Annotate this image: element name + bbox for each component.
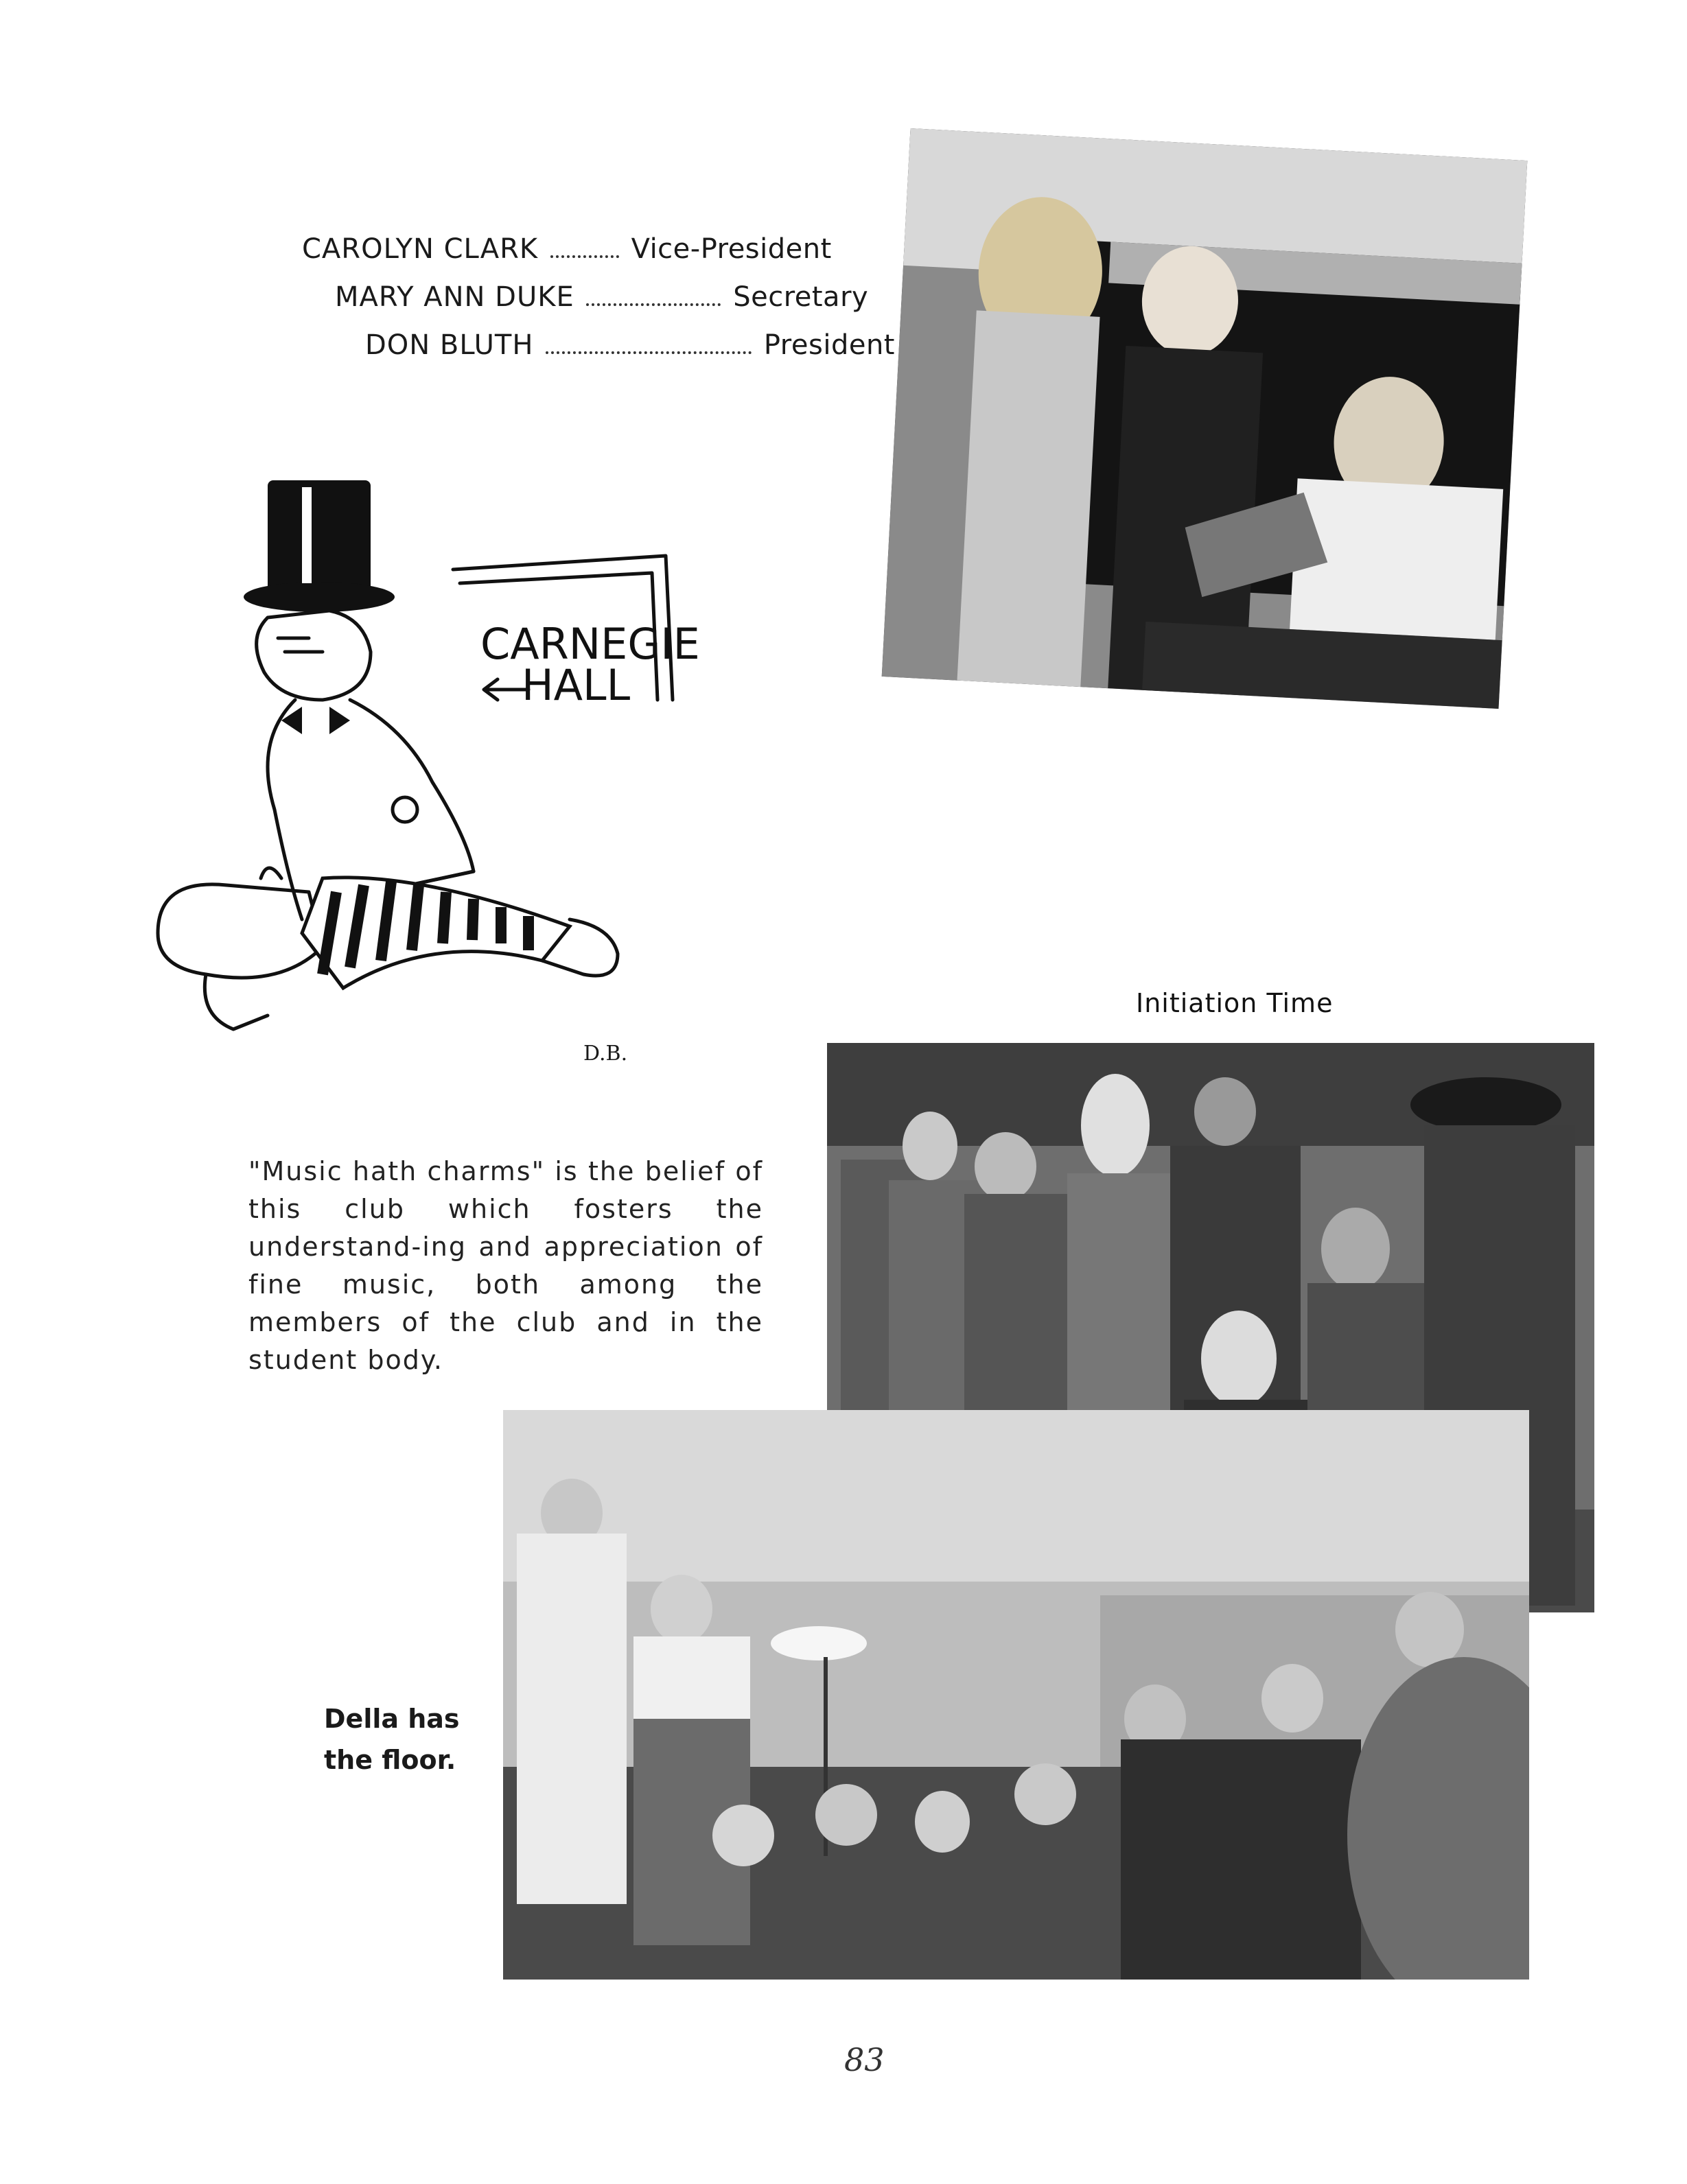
initiation-caption: Initiation Time: [1136, 988, 1334, 1018]
officer-row: [335, 281, 868, 313]
officer-name: DON BLUTH: [365, 329, 534, 361]
officer-name: MARY ANN DUKE: [335, 281, 574, 313]
leader-dots: [550, 248, 619, 258]
leader-dots: [586, 296, 721, 306]
sign-text-hall: HALL: [522, 660, 631, 710]
della-caption: Della has the floor.: [324, 1704, 460, 1775]
sign-text-carnegie: CARNEGIE: [480, 619, 700, 669]
artist-signature: D.B.: [583, 1042, 628, 1066]
leader-dots: [546, 344, 752, 354]
officer-title: Secretary: [733, 281, 869, 313]
della-photo: [503, 1410, 1529, 1980]
officers-photo: [882, 128, 1528, 709]
cartoon-illustration: [144, 453, 776, 1070]
officer-name: CAROLYN CLARK: [302, 233, 539, 265]
page-number: 83: [844, 2041, 885, 2078]
officer-title: President: [763, 329, 895, 361]
officer-row: [365, 329, 895, 361]
officer-title: Vice-President: [631, 233, 832, 265]
officer-row: [302, 233, 832, 265]
club-description: "Music hath charms" is the belief of this club which fosters the understand-ing and appreciation of fine music, both among the members of the club and in the student body.: [248, 1156, 763, 1375]
